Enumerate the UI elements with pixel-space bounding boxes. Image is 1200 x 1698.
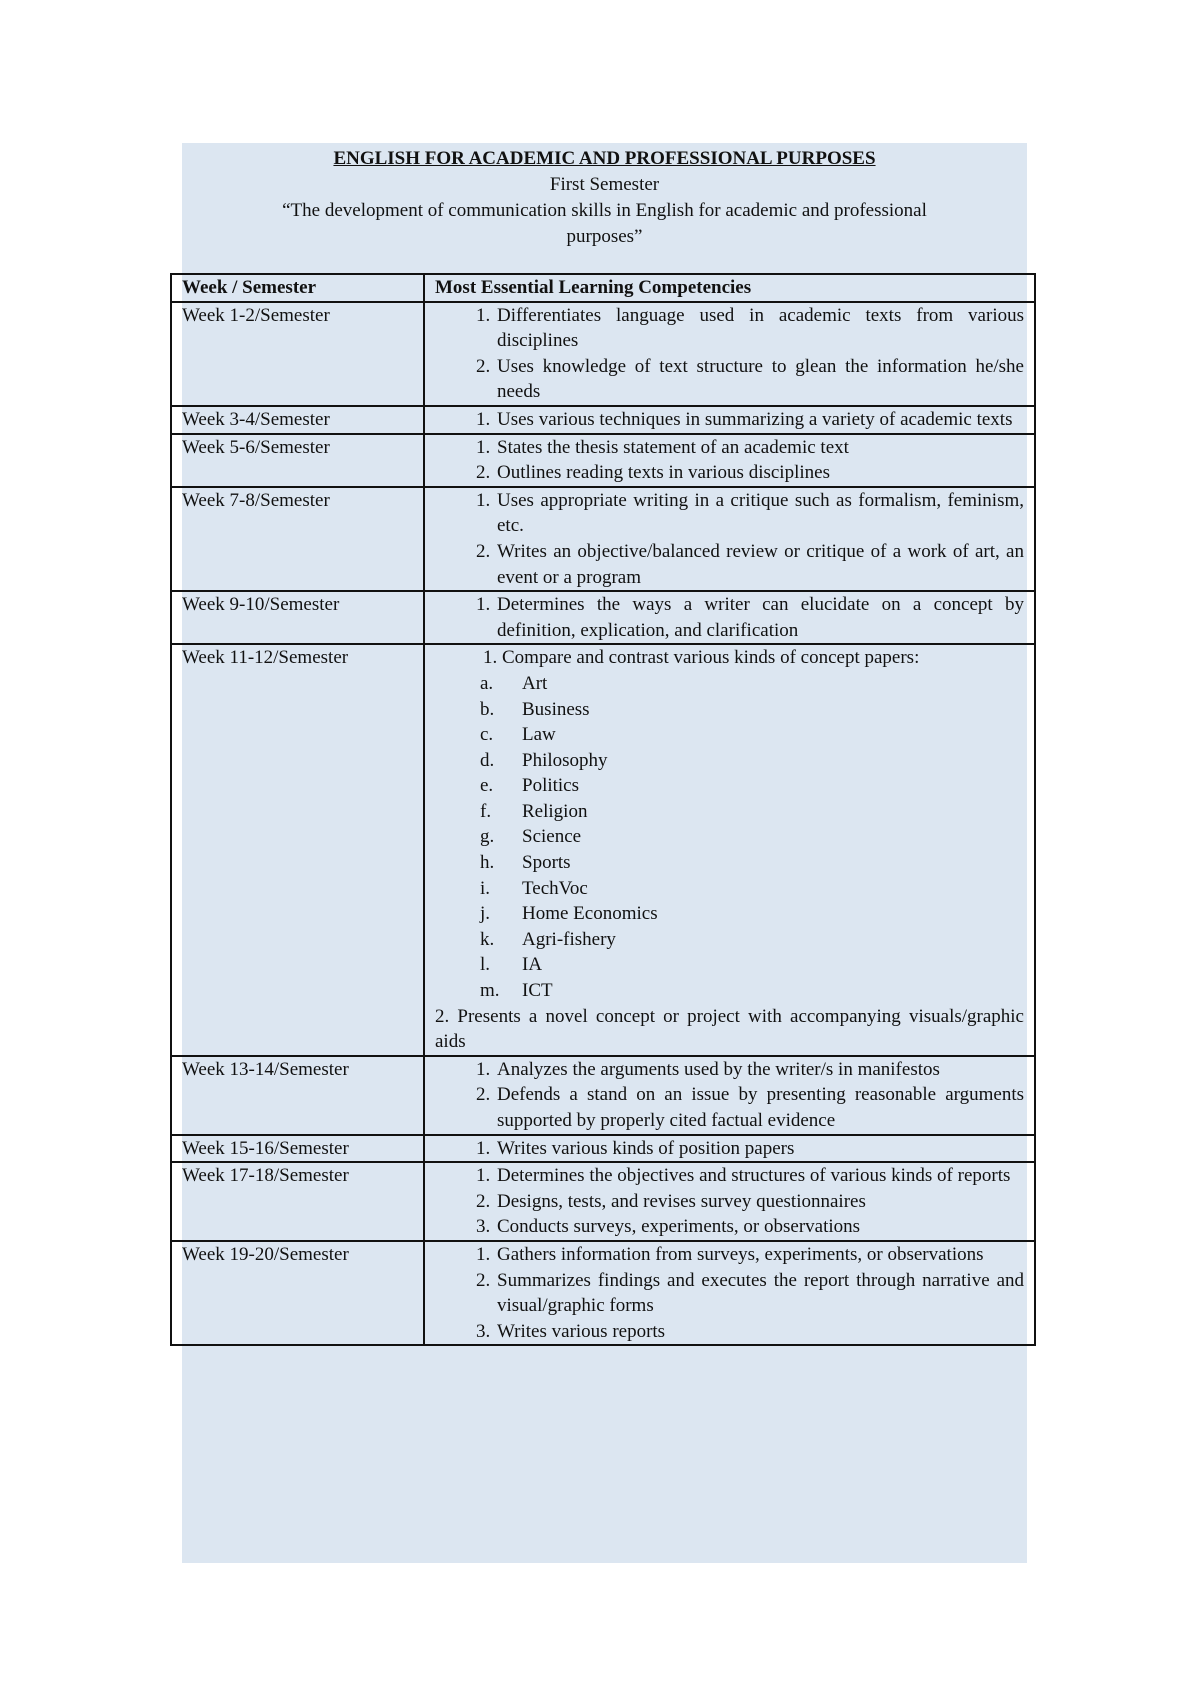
table-row bbox=[171, 406, 1035, 434]
competency-item: 3. Writes various reports bbox=[495, 1319, 1024, 1345]
competencies-table bbox=[170, 273, 1036, 1346]
competency-list bbox=[435, 1242, 1024, 1344]
week-cell: Week 3-4/Semester bbox=[171, 406, 424, 434]
competency-list bbox=[435, 592, 1024, 643]
competency-list bbox=[435, 303, 1024, 405]
table-row bbox=[171, 1241, 1035, 1345]
table-row bbox=[171, 434, 1035, 487]
competency-cell bbox=[424, 1056, 1035, 1135]
week-cell: Week 9-10/Semester bbox=[171, 591, 424, 644]
competency-list bbox=[435, 435, 1024, 486]
table-row bbox=[171, 302, 1035, 406]
list-item: j. Home Economics bbox=[480, 903, 658, 925]
list-item: e. Politics bbox=[480, 775, 580, 797]
competency-cell bbox=[424, 406, 1035, 434]
list-item: k. Agri-fishery bbox=[480, 928, 616, 950]
list-item: d. Philosophy bbox=[480, 749, 608, 771]
competency-cell bbox=[424, 1135, 1035, 1163]
list-item: g. Science bbox=[480, 826, 582, 848]
list-item: l. IA bbox=[480, 954, 543, 976]
list-item: c. Law bbox=[480, 724, 556, 746]
competency-item: 1. Differentiates language used in academic texts from various disciplines bbox=[495, 303, 1024, 354]
table-row bbox=[171, 644, 1035, 1056]
competency-cell bbox=[424, 591, 1035, 644]
week-cell: Week 13-14/Semester bbox=[171, 1056, 424, 1135]
competency-item: 2. Writes an objective/balanced review or critique of a work of art, an event or a program bbox=[495, 539, 1024, 590]
week-cell: Week 17-18/Semester bbox=[171, 1162, 424, 1241]
column-header-week: Week / Semester bbox=[171, 274, 424, 302]
competency-list bbox=[435, 1136, 1024, 1162]
list-item: m. ICT bbox=[480, 980, 553, 1002]
table-header-row bbox=[171, 274, 1035, 302]
week-cell: Week 7-8/Semester bbox=[171, 487, 424, 591]
semester-label: First Semester bbox=[549, 174, 660, 195]
column-header-competencies: Most Essential Learning Competencies bbox=[424, 274, 1035, 302]
competency-intro: 1. Compare and contrast various kinds of concept papers: bbox=[483, 647, 920, 669]
table-row bbox=[171, 1162, 1035, 1241]
competency-item: 2. Defends a stand on an issue by presenting reasonable arguments supported by properly cited factual evidence bbox=[495, 1082, 1024, 1133]
competency-item: 1. Analyzes the arguments used by the writer/s in manifestos bbox=[495, 1057, 1024, 1083]
competency-item: 1. Determines the objectives and structures of various kinds of reports bbox=[495, 1163, 1024, 1189]
competency-cell bbox=[424, 644, 1035, 1056]
competency-outro: 2. Presents a novel concept or project with accompanying visuals/graphic aids bbox=[435, 1005, 1024, 1053]
competency-list bbox=[435, 407, 1024, 433]
competency-list bbox=[435, 488, 1024, 590]
concept-paper-kinds-list bbox=[435, 671, 1024, 1004]
week-cell: Week 11-12/Semester bbox=[171, 644, 424, 1056]
competency-item: 3. Conducts surveys, experiments, or observations bbox=[495, 1214, 1024, 1240]
table-row bbox=[171, 487, 1035, 591]
table-row bbox=[171, 1056, 1035, 1135]
week-cell: Week 19-20/Semester bbox=[171, 1241, 424, 1345]
list-item: i. TechVoc bbox=[480, 877, 588, 899]
competency-item: 1. Uses appropriate writing in a critique such as formalism, feminism, etc. bbox=[495, 488, 1024, 539]
list-item: a. Art bbox=[480, 672, 548, 694]
document-title: ENGLISH FOR ACADEMIC AND PROFESSIONAL PURPOSES bbox=[333, 148, 876, 169]
competency-item: 1. States the thesis statement of an academic text bbox=[495, 435, 1024, 461]
competency-item: 1. Determines the ways a writer can elucidate on a concept by definition, explication, and clarification bbox=[495, 592, 1024, 643]
competency-item: 2. Uses knowledge of text structure to glean the information he/she needs bbox=[495, 354, 1024, 405]
competency-cell bbox=[424, 1241, 1035, 1345]
week-cell: Week 1-2/Semester bbox=[171, 302, 424, 406]
competency-cell bbox=[424, 302, 1035, 406]
table-row bbox=[171, 591, 1035, 644]
document-header bbox=[182, 146, 1027, 250]
table-row bbox=[171, 1135, 1035, 1163]
course-description: “The development of communication skills in English for academic and professional purposes” bbox=[282, 200, 927, 247]
list-item: b. Business bbox=[480, 698, 590, 720]
competency-list bbox=[435, 1057, 1024, 1134]
week-cell: Week 15-16/Semester bbox=[171, 1135, 424, 1163]
competency-item: 1. Writes various kinds of position papers bbox=[495, 1136, 1024, 1162]
competency-cell bbox=[424, 434, 1035, 487]
list-item: f. Religion bbox=[480, 800, 588, 822]
list-item: h. Sports bbox=[480, 852, 571, 874]
competency-cell bbox=[424, 1162, 1035, 1241]
competency-item: 2. Designs, tests, and revises survey questionnaires bbox=[495, 1189, 1024, 1215]
competency-item: 2. Summarizes findings and executes the report through narrative and visual/graphic forms bbox=[495, 1268, 1024, 1319]
competency-item: 1. Uses various techniques in summarizing a variety of academic texts bbox=[495, 407, 1024, 433]
week-cell: Week 5-6/Semester bbox=[171, 434, 424, 487]
competency-cell bbox=[424, 487, 1035, 591]
competency-item: 2. Outlines reading texts in various disciplines bbox=[495, 460, 1024, 486]
competency-list bbox=[435, 1163, 1024, 1240]
competency-item: 1. Gathers information from surveys, experiments, or observations bbox=[495, 1242, 1024, 1268]
